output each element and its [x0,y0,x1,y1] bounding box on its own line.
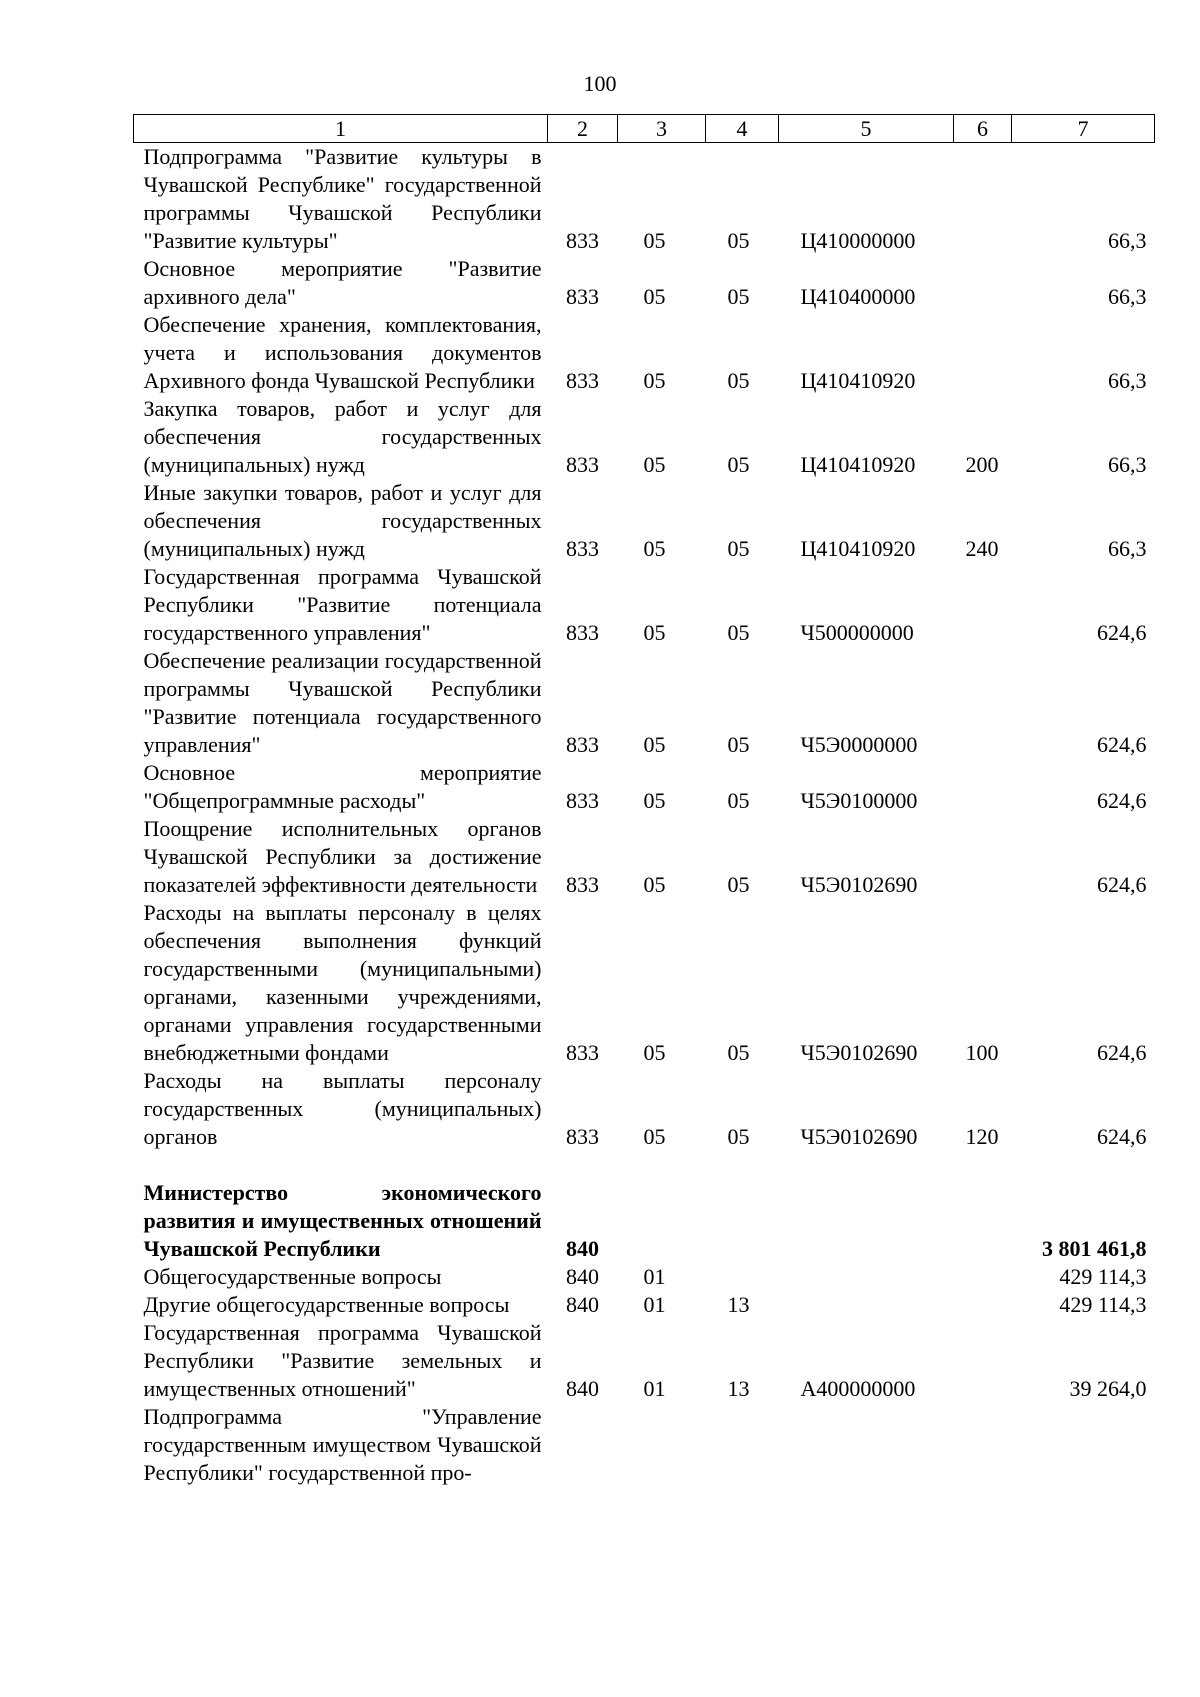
row-section-code [618,1179,706,1263]
row-target-article-code: Ч5Э0102690 [800,1124,918,1149]
row-expense-type-code [954,1319,1012,1403]
column-header: 5 [779,115,954,143]
table-row [134,479,1155,563]
row-subsection-code: 05 [727,620,750,645]
row-subsection-code: 05 [727,788,750,813]
row-name: Государственная программа Чувашской Республики "Развитие потенциала государственного управления" [143,564,542,645]
row-target-article-code: Ч500000000 [800,620,914,645]
row-gr-code: 833 [566,1124,599,1149]
row-target-article-code [779,1179,954,1263]
row-subsection-code: 05 [727,452,750,477]
row-gr-code [548,1403,618,1487]
budget-table [133,114,1155,1487]
row-expense-type-code: 200 [965,452,999,477]
row-target-article-code: Ц410410920 [800,452,916,477]
row-subsection-code: 05 [727,872,750,897]
column-header: 2 [548,115,618,143]
row-name: Расходы на выплаты персоналу в целях обеспечения выполнения функций государственными (муниципальными) органами, казенными учреждениями, органами управления государственными внебюджетными фондами [143,900,542,1065]
row-target-article-code: А400000000 [800,1376,916,1401]
row-target-article-code [779,1263,954,1291]
row-amount: 624,6 [1097,1040,1147,1065]
table-body [134,143,1155,1488]
table-row [134,759,1155,815]
row-gr-code: 840 [566,1292,599,1317]
row-target-article-code [779,1291,954,1319]
row-subsection-code: 05 [727,1040,750,1065]
row-gr-code: 833 [566,284,599,309]
table-row [134,1067,1155,1151]
row-gr-code: 840 [566,1264,599,1289]
row-target-article-code: Ч5Э0100000 [800,788,918,813]
table-row [134,395,1155,479]
row-amount: 3 801 461,8 [1042,1236,1147,1261]
row-expense-type-code [954,815,1012,899]
row-name: Общегосударственные вопросы [143,1264,442,1289]
row-amount: 624,6 [1097,872,1147,897]
row-subsection-code [706,1263,779,1291]
row-section-code: 05 [643,228,666,253]
row-name: Основное мероприятие "Общепрограммные расходы" [143,760,542,813]
row-amount: 66,3 [1108,452,1147,477]
row-subsection-code [706,1403,779,1487]
row-gr-code: 833 [566,1040,599,1065]
row-amount: 39 264,0 [1069,1376,1147,1401]
column-header: 7 [1012,115,1155,143]
row-section-code: 05 [643,620,666,645]
table-row [134,899,1155,1067]
row-target-article-code: Ч5Э0102690 [800,872,918,897]
row-amount: 66,3 [1108,228,1147,253]
row-gr-code: 833 [566,368,599,393]
row-amount: 66,3 [1108,368,1147,393]
row-section-code: 05 [643,732,666,757]
row-target-article-code: Ч5Э0000000 [800,732,918,757]
row-gr-code: 833 [566,788,599,813]
row-name: Основное мероприятие "Развитие архивного дела" [143,256,542,309]
row-amount: 66,3 [1108,536,1147,561]
row-subsection-code: 05 [727,536,750,561]
row-section-code: 01 [643,1292,666,1317]
row-gr-code: 840 [566,1376,599,1401]
column-header: 3 [618,115,706,143]
row-name: Расходы на выплаты персоналу государственных (муниципальных) органов [143,1068,542,1149]
row-expense-type-code [954,1179,1012,1263]
row-name: Подпрограмма "Управление государственным имуществом Чувашской Республики" государственной про- [143,1404,542,1485]
spacer-row [134,1151,1155,1179]
row-amount [1012,1403,1155,1487]
row-gr-code: 833 [566,452,599,477]
row-gr-code: 833 [566,536,599,561]
column-header: 1 [134,115,548,143]
table-row [134,647,1155,759]
row-name: Государственная программа Чувашской Республики "Развитие земельных и имущественных отношений" [143,1320,542,1401]
row-gr-code: 833 [566,732,599,757]
row-name: Закупка товаров, работ и услуг для обеспечения государственных (муниципальных) нужд [143,396,542,477]
row-gr-code: 833 [566,872,599,897]
table-row [134,311,1155,395]
row-subsection-code: 05 [727,368,750,393]
row-name: Обеспечение реализации государственной программы Чувашской Республики "Развитие потенциала государственного управления" [143,648,542,757]
page-number: 100 [583,71,617,96]
row-gr-code: 833 [566,620,599,645]
row-expense-type-code: 240 [965,536,999,561]
table-row [134,1179,1155,1263]
row-expense-type-code [954,143,1012,256]
row-section-code: 05 [643,452,666,477]
row-amount: 624,6 [1097,1124,1147,1149]
row-amount: 624,6 [1097,620,1147,645]
row-amount: 66,3 [1108,284,1147,309]
row-expense-type-code: 100 [965,1040,999,1065]
row-section-code: 05 [643,1124,666,1149]
row-amount: 624,6 [1097,788,1147,813]
row-subsection-code: 05 [727,732,750,757]
row-target-article-code [779,1403,954,1487]
row-subsection-code [706,1179,779,1263]
row-amount: 624,6 [1097,732,1147,757]
table-row [134,143,1155,256]
row-subsection-code: 05 [727,1124,750,1149]
row-gr-code: 833 [566,228,599,253]
row-expense-type-code [954,1403,1012,1487]
row-name: Обеспечение хранения, комплектования, учета и использования документов Архивного фонда Чувашской Республики [143,312,542,393]
row-name: Министерство экономического развития и имущественных отношений Чувашской Республики [143,1180,542,1261]
row-amount: 429 114,3 [1059,1264,1147,1289]
row-target-article-code: Ц410000000 [800,228,916,253]
table-row [134,255,1155,311]
row-expense-type-code [954,255,1012,311]
row-target-article-code: Ц410400000 [800,284,916,309]
row-expense-type-code [954,1263,1012,1291]
table-row [134,563,1155,647]
column-number-header-row [134,115,1155,143]
row-subsection-code: 05 [727,228,750,253]
row-expense-type-code [954,759,1012,815]
row-section-code: 05 [643,536,666,561]
row-subsection-code: 13 [727,1292,750,1317]
row-expense-type-code [954,1291,1012,1319]
row-target-article-code: Ц410410920 [800,368,916,393]
table-row [134,1291,1155,1319]
row-gr-code: 840 [566,1236,599,1261]
row-section-code: 05 [643,1040,666,1065]
row-subsection-code: 05 [727,284,750,309]
row-section-code: 05 [643,788,666,813]
row-name: Подпрограмма "Развитие культуры в Чувашской Республике" государственной программы Чувашской Республики "Развитие культуры" [143,144,542,253]
table-row [134,1403,1155,1487]
table-row [134,1263,1155,1291]
row-section-code [618,1403,706,1487]
row-name: Поощрение исполнительных органов Чувашской Республики за достижение показателей эффективности деятельности [143,816,542,897]
row-section-code: 01 [643,1376,666,1401]
row-subsection-code: 13 [727,1376,750,1401]
row-target-article-code: Ч5Э0102690 [800,1040,918,1065]
row-target-article-code: Ц410410920 [800,536,916,561]
row-expense-type-code [954,647,1012,759]
row-expense-type-code [954,311,1012,395]
column-header: 6 [954,115,1012,143]
spacer-cell [134,1151,1155,1179]
row-section-code: 05 [643,368,666,393]
row-section-code: 01 [643,1264,666,1289]
row-section-code: 05 [643,284,666,309]
table-row [134,1319,1155,1403]
row-expense-type-code [954,563,1012,647]
row-amount: 429 114,3 [1059,1292,1147,1317]
row-expense-type-code: 120 [965,1124,999,1149]
row-name: Другие общегосударственные вопросы [143,1292,510,1317]
row-section-code: 05 [643,872,666,897]
column-header: 4 [706,115,779,143]
table-row [134,815,1155,899]
row-name: Иные закупки товаров, работ и услуг для обеспечения государственных (муниципальных) нужд [143,480,542,561]
